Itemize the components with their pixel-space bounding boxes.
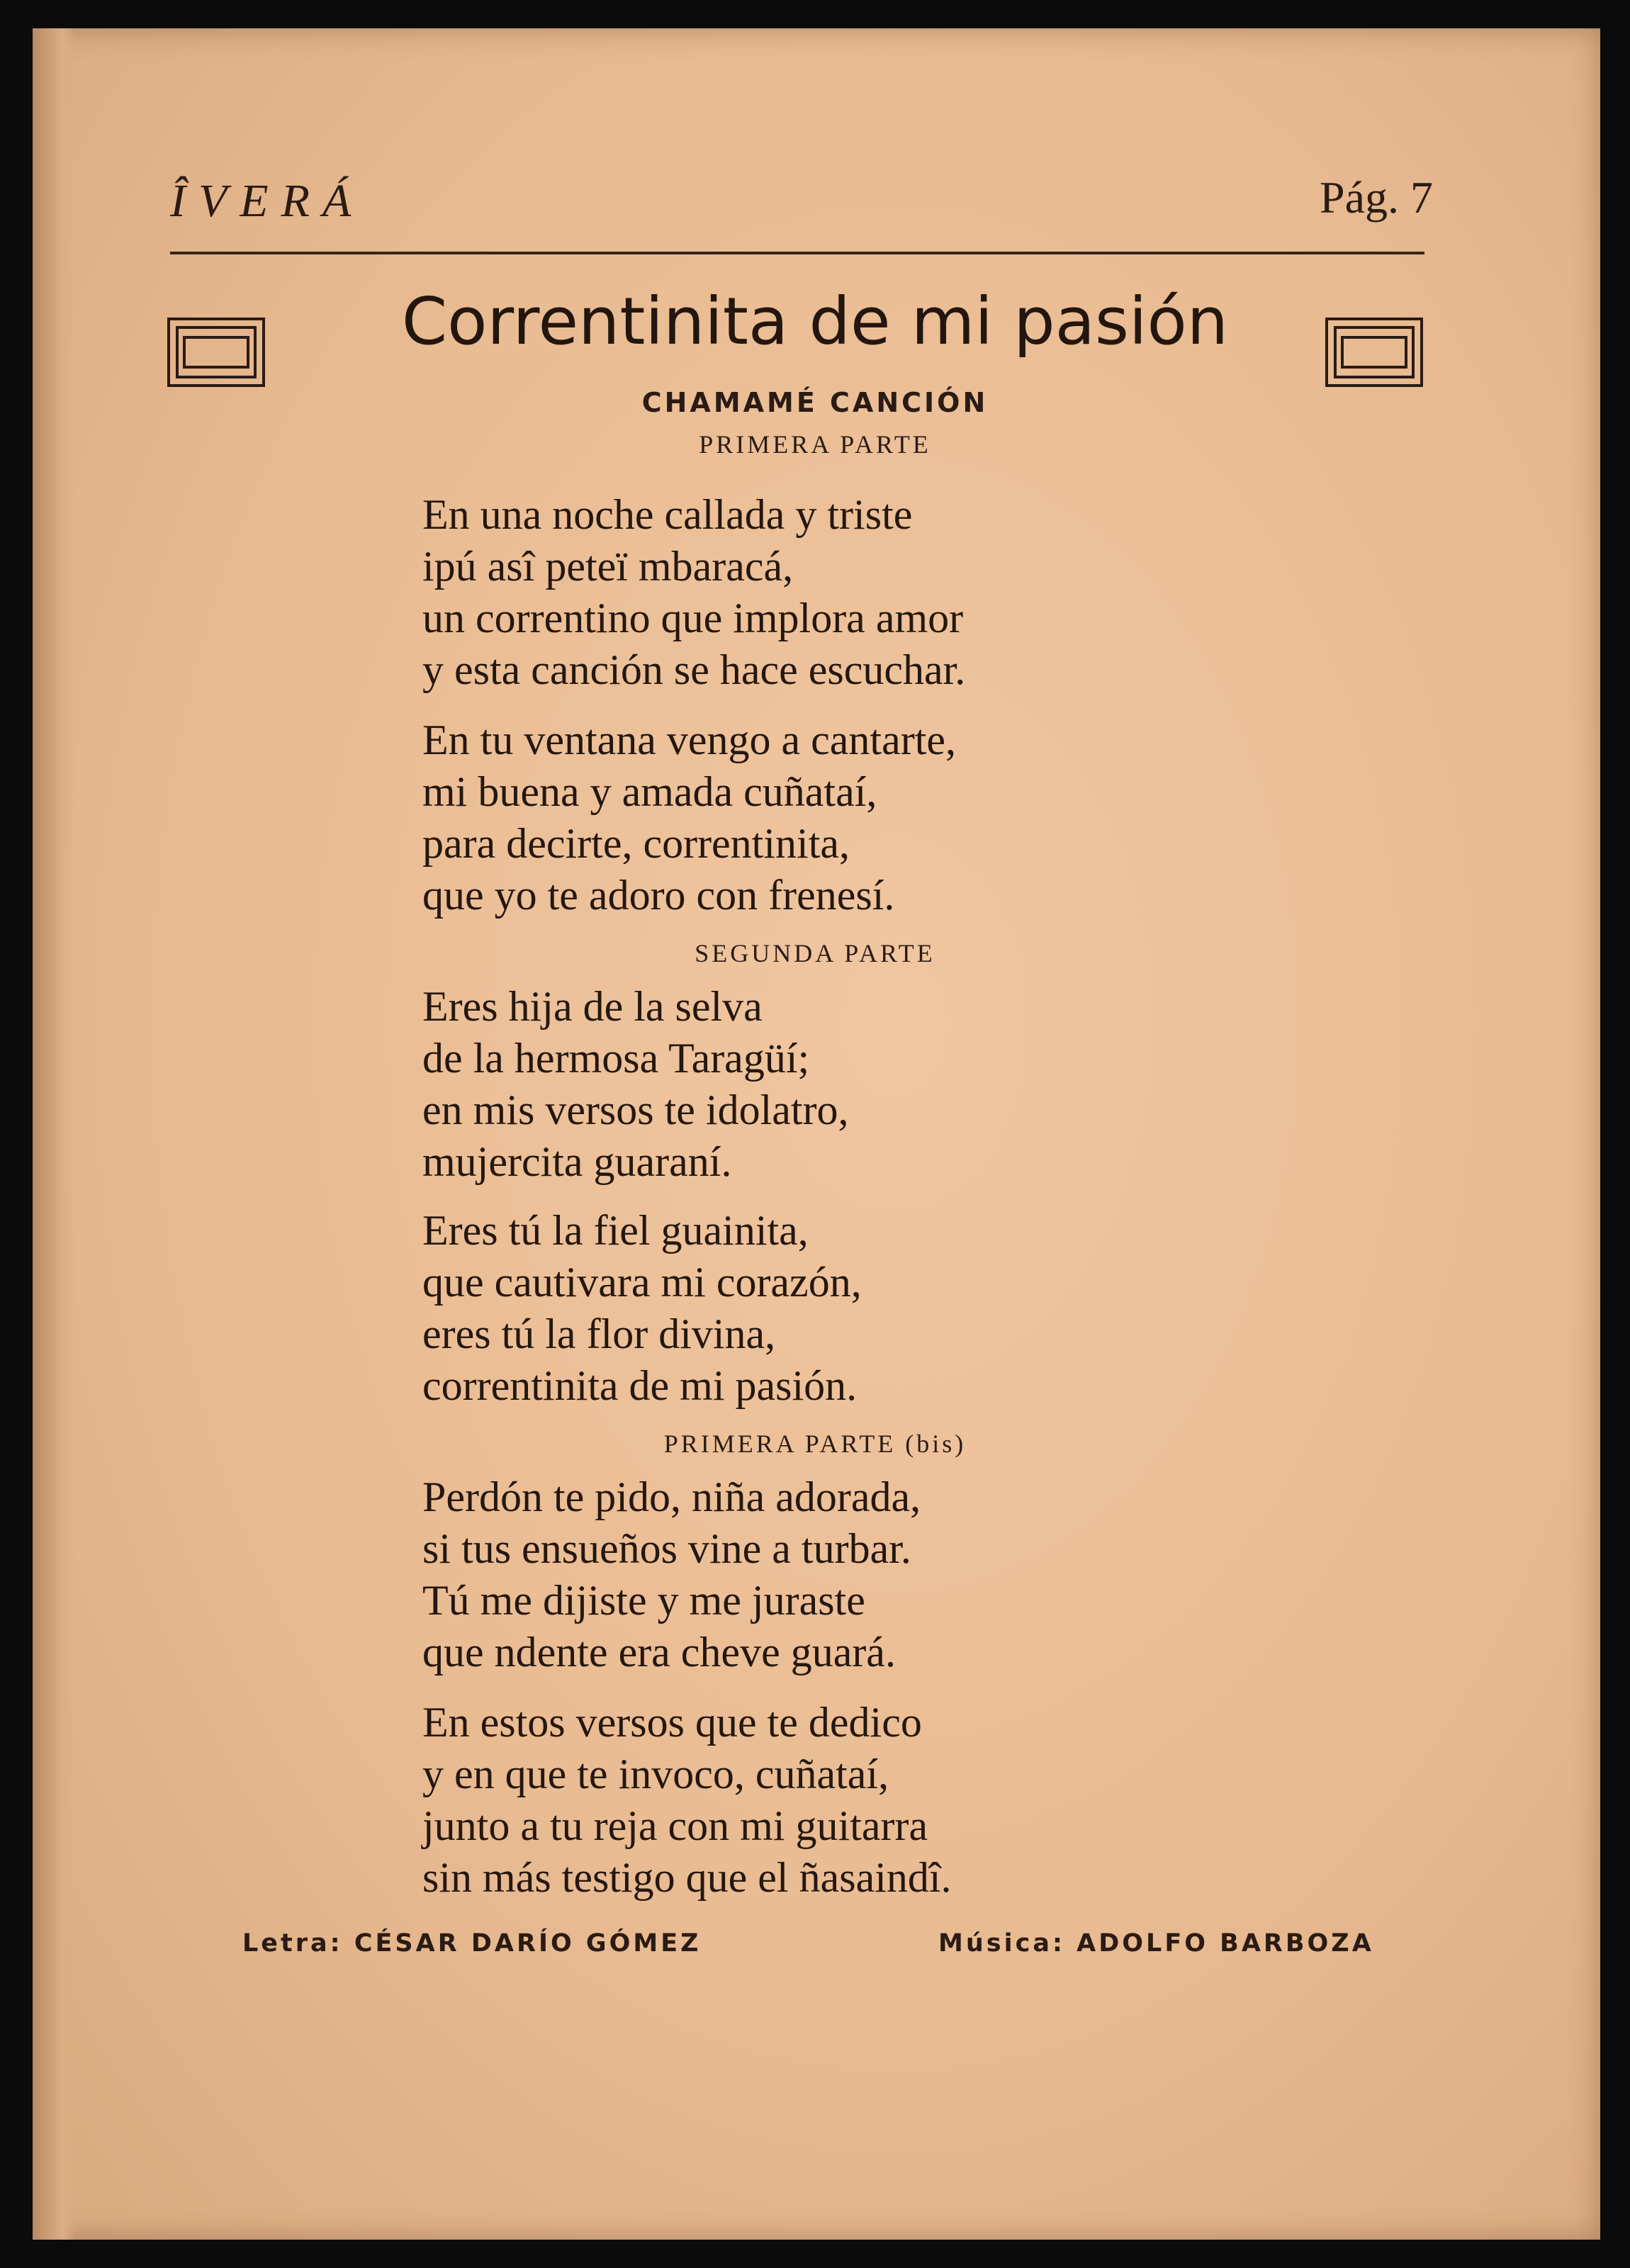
page-number: Pág. 7 [1320, 172, 1433, 223]
verse-line: sin más testigo que el ñasaindî. [422, 1854, 952, 1901]
verse-line: mi buena y amada cuñataí, [422, 768, 877, 815]
verse-line: en mis versos te idolatro, [422, 1087, 849, 1133]
lyrics-credit: Letra: CÉSAR DARÍO GÓMEZ [242, 1929, 702, 1958]
header-rule [170, 252, 1424, 254]
stanza [422, 1697, 952, 1904]
page-spine-shadow [33, 28, 75, 2240]
section-label: PRIMERA PARTE (bis) [663, 1430, 967, 1458]
verse-line: Eres hija de la selva [422, 983, 763, 1030]
verse-line: Eres tú la fiel guainita, [422, 1207, 809, 1254]
stanza [422, 1205, 862, 1412]
verse-line: que ndente era cheve guará. [422, 1629, 896, 1675]
verse-line: En tu ventana vengo a cantarte, [422, 717, 956, 763]
verse-line: junto a tu reja con mi guitarra [422, 1802, 928, 1849]
section-label: SEGUNDA PARTE [695, 939, 935, 967]
verse-line: Tú me dijiste y me juraste [422, 1577, 865, 1624]
verse-line: En estos versos que te dedico [422, 1699, 922, 1746]
verse-line: un correntino que implora amor [422, 595, 964, 641]
verse-line: correntinita de mi pasión. [422, 1362, 858, 1409]
verse-line: En una noche callada y triste [422, 491, 913, 538]
stanza [422, 714, 956, 921]
verse-line: para decirte, correntinita, [422, 820, 850, 867]
verse-line: si tus ensueños vine a turbar. [422, 1525, 911, 1572]
verse-line: y esta canción se hace escuchar. [422, 646, 966, 693]
stanza [422, 981, 849, 1188]
verse-line: que yo te adoro con frenesí. [422, 872, 895, 919]
verse-line: que cautivara mi corazón, [422, 1259, 862, 1306]
verse-line: eres tú la flor divina, [422, 1310, 776, 1357]
verse-line: y en que te invoco, cuñataí, [422, 1751, 889, 1797]
music-credit: Música: ADOLFO BARBOZA [938, 1929, 1374, 1958]
song-title: Correntinita de mi pasión [401, 284, 1229, 359]
song-genre: CHAMAMÉ CANCIÓN [641, 387, 989, 418]
section-label: PRIMERA PARTE [699, 430, 931, 459]
verse-line: de la hermosa Taragüí; [422, 1035, 810, 1082]
verse-line: ipú asî peteï mbaracá, [422, 543, 794, 590]
stanza [422, 489, 965, 696]
magazine-name: ÎVERÁ [170, 175, 364, 227]
verse-line: mujercita guaraní. [422, 1138, 732, 1185]
stanza [422, 1471, 921, 1678]
verse-line: Perdón te pido, niña adorada, [422, 1473, 921, 1520]
